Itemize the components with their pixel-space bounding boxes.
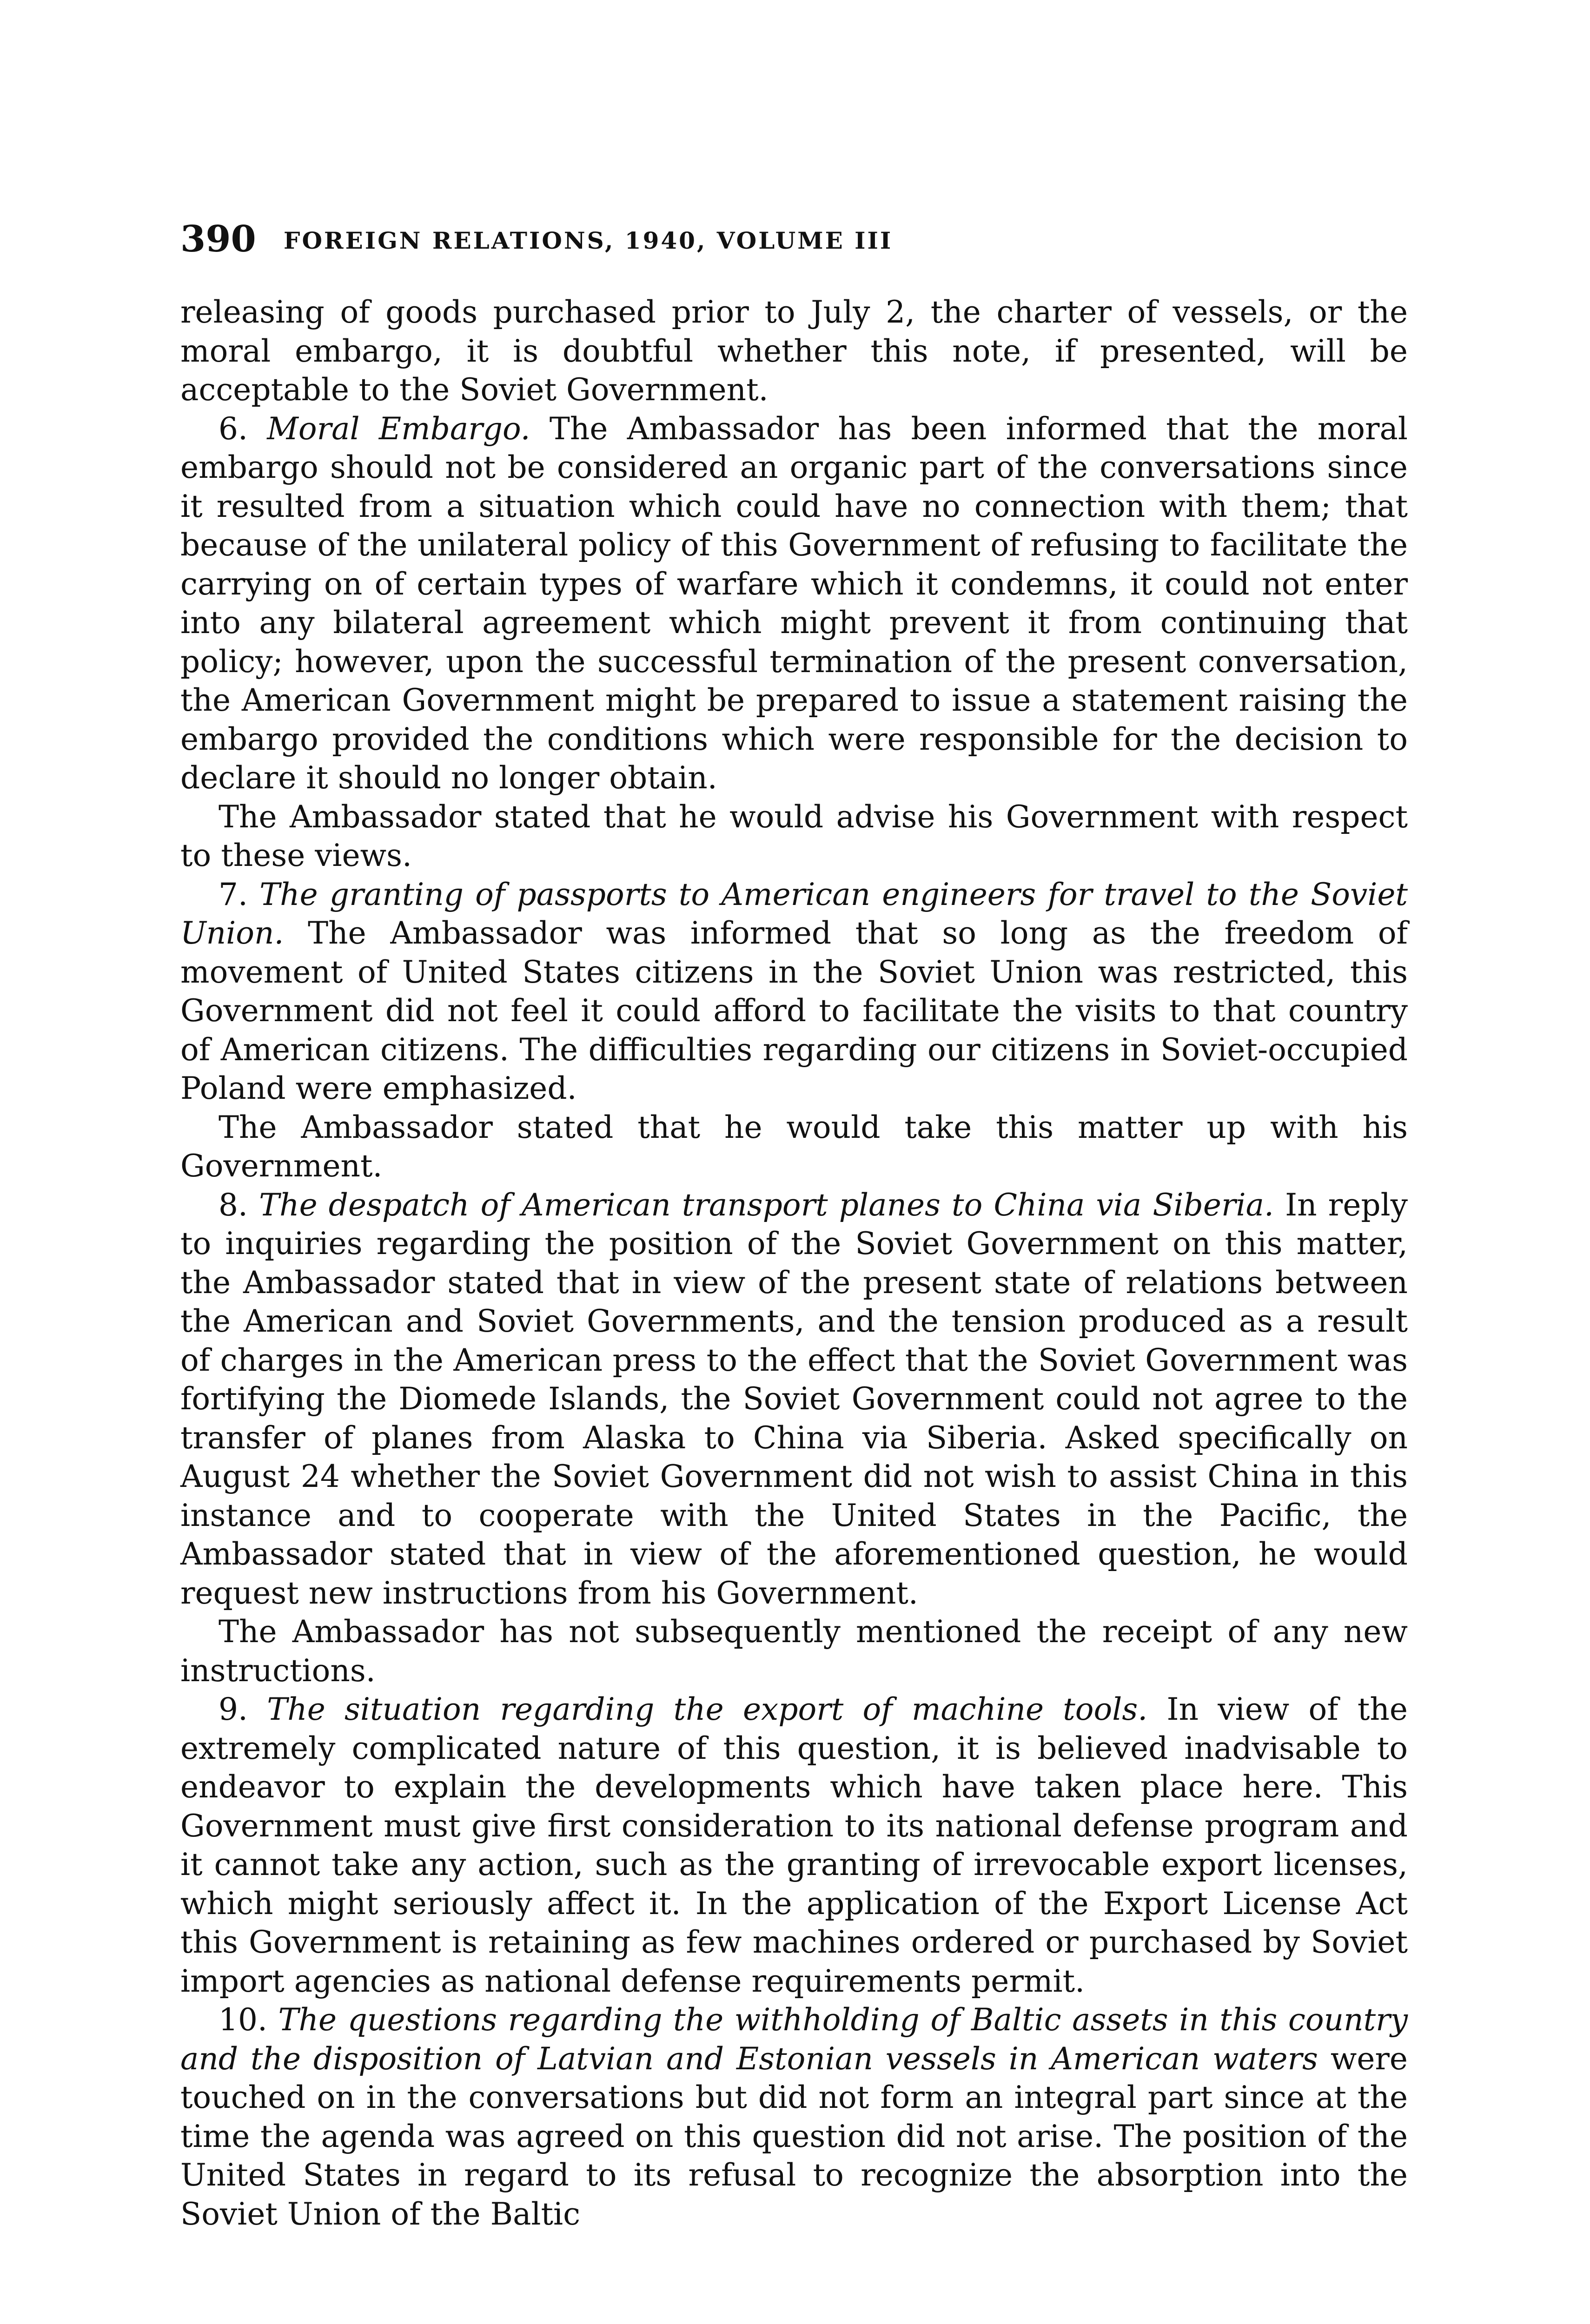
item-number: 7. (219, 876, 260, 912)
paragraph-text: releasing of goods purchased prior to July 2, the charter of vessels, or the moral embargo, it is doubtful whether this note, if presented, will be acceptable to the Soviet Government. (180, 294, 1408, 408)
item-title: Moral Embargo. (267, 410, 530, 447)
item-number: 9. (219, 1691, 267, 1727)
page-number: 390 (180, 218, 256, 260)
item-text: In view of the extremely complicated nature of this question, it is believed inadvisable to endeavor to explain the developments which have taken place here. This Government must give first consideration to its national defense program and it cannot take any action, such as the granting of irrevocable export licenses, which might seriously affect it. In the application of the Export License Act this Government is retaining as few machines ordered or purchased by Soviet import agencies as national defense requirements permit. (180, 1691, 1408, 1999)
running-head: FOREIGN RELATIONS, 1940, VOLUME III (284, 227, 893, 254)
paragraph-ambassador-advise (180, 798, 1408, 875)
item-title: The situation regarding the export of machine tools. (267, 1691, 1148, 1727)
paragraph-item-6 (180, 409, 1408, 798)
item-text: were touched on in the conversations but did not form an integral part since at the time the agenda was agreed on this question did not arise. The position of the United States in regard to its refusal to recognize the absorption into the Soviet Union of the Baltic (180, 2040, 1408, 2232)
page-header (180, 218, 1417, 260)
item-number: 6. (219, 410, 267, 447)
item-title: The questions regarding the withholding of Baltic assets in this country and the disposition of Latvian and Estonian vessels in American waters (180, 2002, 1408, 2077)
paragraph-continuation (180, 293, 1408, 409)
paragraph-item-7 (180, 875, 1408, 1108)
document-body (180, 293, 1408, 2233)
paragraph-no-instructions (180, 1612, 1408, 1690)
item-title: The granting of passports to American engineers for travel to the Soviet Union. (180, 876, 1408, 951)
item-text: In reply to inquiries regarding the position of the Soviet Government on this matter, the Ambassador stated that in view of the present state of relations between the American and Soviet Governments, and the tension produced as a result of charges in the American press to the effect that the Soviet Government was fortifying the Diomede Islands, the Soviet Government could not agree to the transfer of planes from Alaska to China via Siberia. Asked specifically on August 24 whether the Soviet Government did not wish to assist China in this instance and to cooperate with the United States in the Pacific, the Ambassador stated that in view of the aforementioned question, he would request new instructions from his Government. (180, 1187, 1408, 1611)
item-title: The despatch of American transport planes to China via Siberia. (259, 1187, 1274, 1223)
item-number: 8. (219, 1187, 259, 1223)
item-number: 10. (219, 2002, 278, 2038)
item-text: The Ambassador was informed that so long as the freedom of movement of United States citizens in the Soviet Union was restricted, this Government did not feel it could afford to facilitate the visits to that country of American citizens. The difficulties regarding our citizens in Soviet-occupied Poland were emphasized. (180, 915, 1408, 1106)
paragraph-text: The Ambassador stated that he would take this matter up with his Government. (180, 1109, 1408, 1184)
paragraph-ambassador-take-up (180, 1108, 1408, 1186)
paragraph-item-8 (180, 1186, 1408, 1613)
paragraph-item-10 (180, 2000, 1408, 2233)
item-text: The Ambassador has been informed that the moral embargo should not be considered an organic part of the conversations since it resulted from a situation which could have no connection with them; that because of the unilateral policy of this Government of refusing to facilitate the carrying on of certain types of warfare which it condemns, it could not enter into any bilateral agreement which might prevent it from continuing that policy; however, upon the successful termination of the present conversation, the American Government might be prepared to issue a statement raising the embargo provided the conditions which were responsible for the decision to declare it should no longer obtain. (180, 410, 1408, 796)
paragraph-text: The Ambassador stated that he would advise his Government with respect to these views. (180, 799, 1408, 873)
paragraph-text: The Ambassador has not subsequently mentioned the receipt of any new instructions. (180, 1614, 1408, 1689)
paragraph-item-9 (180, 1690, 1408, 2000)
